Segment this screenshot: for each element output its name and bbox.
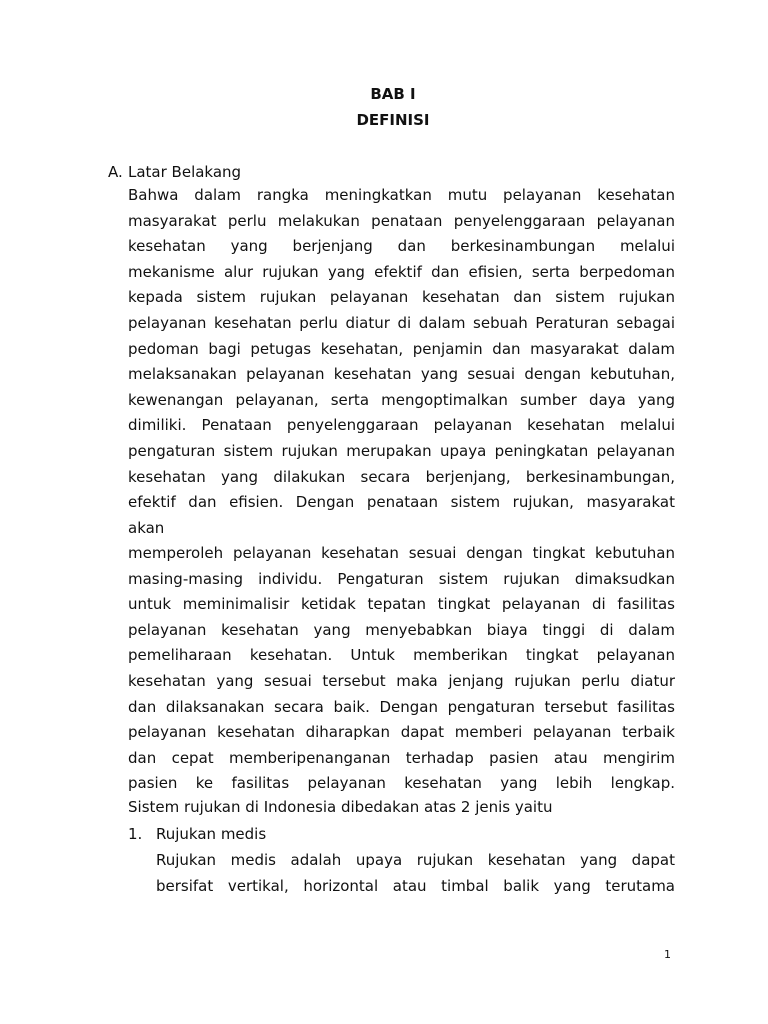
- paragraph-line: efektif dan efisien. Dengan penataan sistem rujukan, masyarakat: [128, 493, 675, 512]
- paragraph-line: masing-masing individu. Pengaturan sistem rujukan dimaksudkan: [128, 569, 675, 588]
- paragraph-line: untuk meminimalisir ketidak tepatan tingkat pelayanan di fasilitas: [128, 595, 675, 614]
- paragraph-line: bersifat vertikal, horizontal atau timbal balik yang terutama: [156, 876, 675, 895]
- paragraph-line: dan dilaksanakan secara baik. Dengan pengaturan tersebut fasilitas: [128, 697, 675, 716]
- paragraph-line: akan: [128, 518, 165, 537]
- section-title: Latar Belakang: [128, 163, 242, 181]
- paragraph-line: kesehatan yang berjenjang dan berkesinambungan melalui: [128, 237, 675, 256]
- list-item-body: [156, 848, 675, 899]
- paragraph-sistem-rujukan: Sistem rujukan di Indonesia dibedakan atas 2 jenis yaitu: [128, 798, 553, 816]
- list-item-title: Rujukan medis: [156, 825, 267, 843]
- paragraph-line: kewenangan pelayanan, serta mengoptimalkan sumber daya yang: [128, 390, 675, 409]
- paragraph-line: Rujukan medis adalah upaya rujukan kesehatan yang dapat: [156, 851, 675, 869]
- paragraph-line: pemeliharaan kesehatan. Untuk memberikan tingkat pelayanan: [128, 646, 675, 665]
- paragraph-line: Bahwa dalam rangka meningkatkan mutu pelayanan kesehatan: [128, 186, 675, 204]
- list-item-number: 1.: [128, 825, 143, 843]
- paragraph-line: memperoleh pelayanan kesehatan sesuai dengan tingkat kebutuhan: [128, 544, 675, 562]
- paragraph-line: pengaturan sistem rujukan merupakan upaya peningkatan pelayanan: [128, 441, 675, 460]
- paragraph-line: dimiliki. Penataan penyelenggaraan pelayanan kesehatan melalui: [128, 416, 675, 435]
- paragraph-line: pelayanan kesehatan diharapkan dapat memberi pelayanan terbaik: [128, 723, 675, 742]
- section-marker: A.: [108, 163, 123, 181]
- paragraph-line: pasien ke fasilitas pelayanan kesehatan yang lebih lengkap.: [128, 774, 675, 793]
- paragraph-line: mekanisme alur rujukan yang efektif dan efisien, serta berpedoman: [128, 262, 675, 281]
- paragraph-line: melaksanakan pelayanan kesehatan yang sesuai dengan kebutuhan,: [128, 365, 675, 384]
- paragraph-line: kepada sistem rujukan pelayanan kesehatan dan sistem rujukan: [128, 288, 675, 307]
- paragraph-latar-belakang-1: [128, 183, 675, 541]
- chapter-title: DEFINISI: [356, 111, 430, 129]
- paragraph-line: kesehatan yang dilakukan secara berjenjang, berkesinambungan,: [128, 467, 675, 486]
- paragraph-line: masyarakat perlu melakukan penataan penyelenggaraan pelayanan: [128, 211, 675, 230]
- paragraph-line: pelayanan kesehatan perlu diatur di dalam sebuah Peraturan sebagai: [128, 313, 675, 332]
- chapter-heading: BAB I: [370, 85, 416, 103]
- paragraph-latar-belakang-2: [128, 541, 675, 797]
- paragraph-line: pedoman bagi petugas kesehatan, penjamin dan masyarakat dalam: [128, 339, 675, 358]
- paragraph-line: kesehatan yang sesuai tersebut maka jenjang rujukan perlu diatur: [128, 671, 675, 690]
- page-number: 1: [664, 948, 671, 961]
- paragraph-line: dan cepat memberipenanganan terhadap pasien atau mengirim: [128, 748, 675, 767]
- paragraph-line: pelayanan kesehatan yang menyebabkan biaya tinggi di dalam: [128, 620, 675, 639]
